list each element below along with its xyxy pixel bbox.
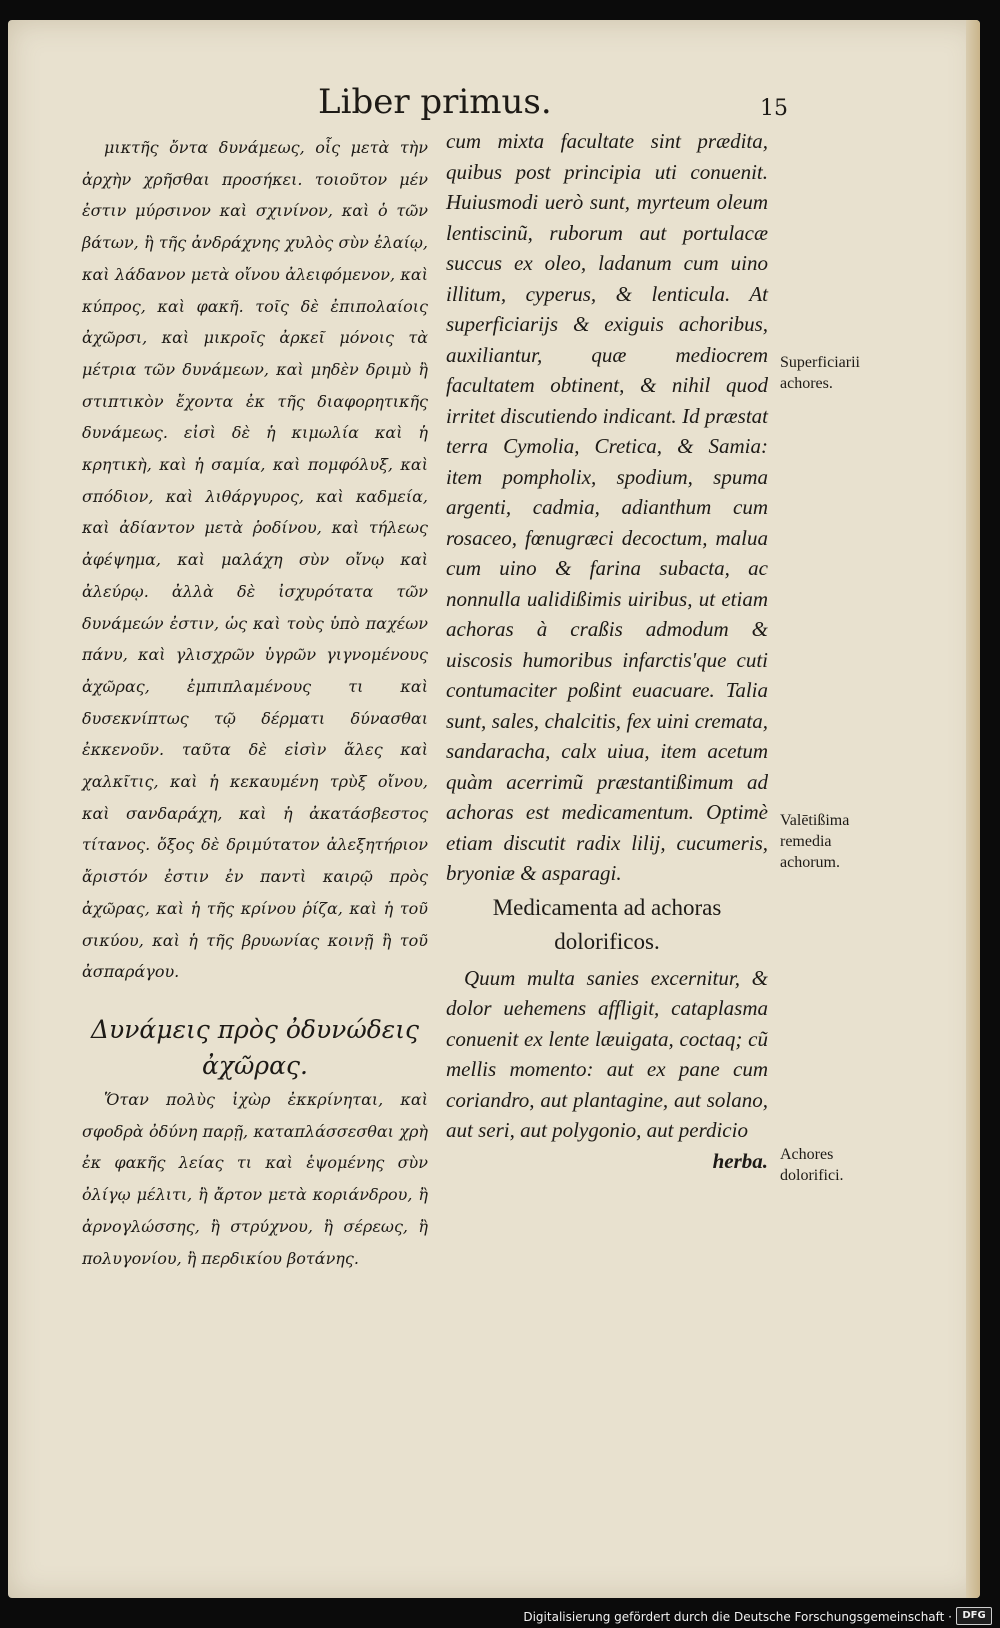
page-number: 15: [760, 96, 788, 121]
latin-column: [446, 126, 768, 1176]
latin-section-heading: Medicamenta ad achoras dolorificos.: [492, 894, 722, 954]
margin-note-superficiarii: Superficiarii achores.: [780, 354, 860, 392]
running-head: Liber primus.: [318, 82, 552, 122]
dfg-logo: DFG: [956, 1607, 992, 1625]
greek-paragraph-2: Ὅταν πολὺς ἰχὼρ ἐκκρίνηται, καὶ σφοδρὰ ὀδύνη παρῇ, καταπλάσσεσθαι χρὴ ἐκ φακῆς λείας τι καὶ ἑψομένης σὺν ὀλίγῳ μέλιτι, ἢ ἄρτον μετὰ κοριάνδρου, ἢ ἀρνογλώσσης, ἢ στρύχνου, ἢ σέρεως, ἢ πολυγονίου, ἢ περδικίου βοτάνης.: [82, 1089, 428, 1268]
latin-paragraph-2: Quum multa sanies excernitur, & dolor uehemens affligit, cataplasma conuenit ex lente læuigata, coctaq; cũ mellis momento: aut ex pane cum coriandro, aut plantagine, aut solano, aut seri, aut polygonio, aut perdicio: [446, 965, 768, 1142]
margin-note-dolorifici: Achores dolorifici.: [780, 1146, 844, 1184]
catchword: herba.: [712, 1148, 768, 1173]
latin-paragraph-1: cum mixta facultate sint prædita, quibus post principia uti conuenit. Huiusmodi uerò sunt, myrteum oleum lentiscinũ, ruborum aut portulacæ succus ex oleo, ladanum cum uino illitum, cyperus, & lenticula. At superficiarijs & exiguis achoribus, auxiliantur, quæ mediocrem facultatem obtinent, & nihil quod irritet discutiendo indicant. Id præstat terra Cymolia, Cretica, & Samia: item pompholix, spodium, spuma argenti, cadmia, adianthum cum rosaceo, fœnugræci decoctum, malua cum uino & farina subacta, ac nonnulla ualidißimis uiribus, ut etiam achoras à craßis admodum & uiscosis humoribus infarctis'que cuti contumaciter poßint euacuare. Talia sunt, sales, chalcitis, fex uini cremata, sandaracha, calx uiua, item acetum quàm acerrimũ præstantißimum ad achoras est medicamentum. Optimè etiam discutit radix lilij, cucumeris, bryoniæ & asparagi.: [446, 129, 768, 885]
book-page: [8, 20, 980, 1598]
digitization-credit: Digitalisierung gefördert durch die Deutsche Forschungsgemeinschaft ·: [523, 1610, 952, 1624]
footer-bar: [0, 1604, 1000, 1628]
greek-column: [82, 132, 428, 1274]
greek-section-heading: Δυνάμεις πρὸς ὀδυνώδεις ἀχῶρας.: [90, 1014, 420, 1080]
greek-paragraph-1: μικτῆς ὄντα δυνάμεως, οἷς μετὰ τὴν ἀρχὴν χρῆσθαι προσήκει. τοιοῦτον μέν ἐστιν μύρσινον καὶ σχινίνον, καὶ ὁ τῶν βάτων, ἢ τῆς ἀνδράχνης χυλὸς σὺν ἐλαίῳ, καὶ λάδανον μετὰ οἴνου ἀλειφόμενον, καὶ κύπρος, καὶ φακῆ. τοῖς δὲ ἐπιπολαίοις ἀχῶρσι, καὶ μικροῖς ἀρκεῖ μόνοις τὰ μέτρια τῶν δυνάμεων, καὶ μηδὲν δριμὺ ἢ στιπτικὸν ἔχοντα ἐκ τῆς διαφορητικῆς δυνάμεως. εἰσὶ δὲ ἡ κιμωλία καὶ ἡ κρητικὴ, καὶ ἡ σαμία, καὶ πομφόλυξ, καὶ σπόδιον, καὶ λιθάργυρος, καὶ καδμεία, καὶ ἀδίαντον μετὰ ῥοδίνου, καὶ τήλεως ἀφέψημα, καὶ μαλάχη σὺν οἴνῳ καὶ ἀλεύρῳ. ἀλλὰ δὲ ἰσχυρότατα τῶν δυνάμεών ἐστιν, ὡς καὶ τοὺς ὑπὸ παχέων πάνυ, καὶ γλισχρῶν ὑγρῶν γιγνομένους ἀχῶρας, ἐμπιπλαμένους τι καὶ δυσεκνίπτως τῷ δέρματι δύνασθαι ἐκκενοῦν. ταῦτα δὲ εἰσὶν ἅλες καὶ χαλκῖτις, καὶ ἡ κεκαυμένη τρὺξ οἴνου, καὶ σανδαράχη, καὶ ἡ ἀκατάσβεστος τίτανος. ὄξος δὲ δριμύτατον ἀλεξητήριον ἄριστόν ἐστιν ἐν παντὶ καιρῷ πρὸς ἀχῶρας, καὶ ἡ τῆς κρίνου ῥίζα, καὶ ἡ τοῦ σικύου, καὶ ἡ τῆς βρυωνίας κοινῇ ἢ τοῦ ἀσπαράγου.: [82, 138, 428, 982]
margin-note-remedia: Valētißima remedia achorum.: [780, 812, 850, 871]
